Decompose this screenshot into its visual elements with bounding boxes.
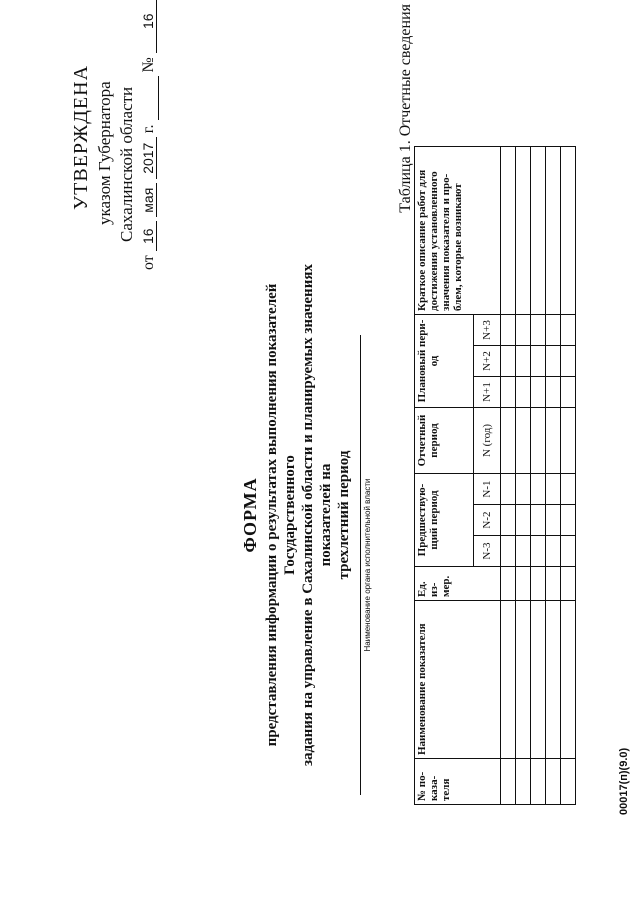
table-cell — [501, 346, 516, 377]
table-cell — [531, 147, 546, 315]
table-cell — [501, 474, 516, 505]
organ-name-field — [360, 335, 372, 795]
date-day: 16 — [140, 221, 157, 251]
table-cell — [546, 601, 561, 759]
table-cell — [546, 147, 561, 315]
table-row — [531, 147, 546, 805]
table-cell — [531, 536, 546, 567]
subheader-n-year: N (год) — [474, 408, 501, 474]
table-cell — [561, 601, 576, 759]
table-cell — [531, 408, 546, 474]
table-cell — [531, 759, 546, 805]
table-cell — [501, 315, 516, 346]
table-row — [516, 147, 531, 805]
table-cell — [561, 346, 576, 377]
header-planned-period: Плановый пери-од — [415, 315, 474, 408]
table-row — [546, 147, 561, 805]
subheader-n-plus-1: N+1 — [474, 377, 501, 408]
table-row — [501, 147, 516, 805]
decree-number: 16 — [140, 0, 157, 53]
table-cell — [561, 377, 576, 408]
table-cell — [561, 315, 576, 346]
table-cell — [501, 536, 516, 567]
header-reporting-period: Отчетный период — [415, 408, 474, 474]
date-blank-line — [140, 76, 159, 120]
table-cell — [531, 505, 546, 536]
table-cell — [546, 536, 561, 567]
subheader-n-plus-3: N+3 — [474, 315, 501, 346]
table-cell — [546, 567, 561, 601]
header-unit: Ед. из-мер. — [415, 567, 501, 601]
form-heading — [240, 235, 353, 795]
date-from-label: от — [140, 255, 157, 270]
table-cell — [531, 377, 546, 408]
table-cell — [561, 567, 576, 601]
table-cell — [546, 474, 561, 505]
table-cell — [516, 505, 531, 536]
table-cell — [501, 505, 516, 536]
subheader-n-minus-2: N-2 — [474, 505, 501, 536]
form-code: 00017(п)(9.0) — [618, 747, 630, 815]
table-cell — [501, 147, 516, 315]
subheader-n-plus-2: N+2 — [474, 346, 501, 377]
header-indicator-number: № по-каза-теля — [415, 759, 501, 805]
table-cell — [546, 377, 561, 408]
approval-stamp — [0, 0, 170, 360]
table-cell — [531, 346, 546, 377]
table-cell — [561, 759, 576, 805]
table-cell — [516, 147, 531, 315]
table-cell — [531, 567, 546, 601]
table-caption: Таблица 1. Отчетные сведения — [397, 4, 414, 213]
organ-name-line — [360, 335, 361, 795]
organ-name-caption: Наименование органа исполнительной власти — [363, 478, 372, 652]
table-cell — [546, 408, 561, 474]
table-cell — [516, 474, 531, 505]
date-year: 2017 — [140, 137, 157, 179]
table-cell — [561, 536, 576, 567]
table-cell — [516, 567, 531, 601]
table-cell — [516, 377, 531, 408]
subheader-n-minus-3: N-3 — [474, 536, 501, 567]
table-cell — [501, 601, 516, 759]
table-cell — [546, 315, 561, 346]
table-header-row — [415, 147, 474, 805]
table-cell — [546, 505, 561, 536]
table-cell — [531, 601, 546, 759]
header-indicator-name: Наименование показателя — [415, 601, 501, 759]
table-cell — [546, 759, 561, 805]
table-cell — [561, 147, 576, 315]
table-cell — [501, 377, 516, 408]
table-cell — [516, 759, 531, 805]
table-cell — [561, 505, 576, 536]
date-month: мая — [140, 183, 157, 217]
approval-date-row — [140, 0, 159, 270]
form-subtitle-line-2: задания на управление в Сахалинской области и планируемых значениях показателей на — [300, 264, 334, 766]
header-work-description: Краткое описание работ для достижения установленного значения показателя и про-блем, которые возникают — [415, 147, 501, 315]
approval-region-line: Сахалинской области — [117, 86, 136, 242]
approval-title: УТВЕРЖДЕНА — [70, 64, 92, 210]
table-cell — [516, 346, 531, 377]
form-subtitle-line-1: представления информации о результатах выполнения показателей Государственного — [264, 283, 298, 747]
table-cell — [501, 408, 516, 474]
table-cell — [501, 567, 516, 601]
subheader-n-minus-1: N-1 — [474, 474, 501, 505]
form-title: ФОРМА — [240, 477, 260, 553]
table-cell — [561, 474, 576, 505]
approval-decree-line: указом Губернатора — [95, 81, 114, 225]
report-table — [414, 146, 576, 805]
table-cell — [516, 315, 531, 346]
form-subtitle-line-3: трехлетний период — [336, 450, 352, 580]
table-cell — [516, 408, 531, 474]
table-cell — [516, 601, 531, 759]
date-year-suffix: г. — [140, 124, 157, 134]
table-cell — [561, 408, 576, 474]
table-row — [561, 147, 576, 805]
table-cell — [516, 536, 531, 567]
number-label: № — [140, 57, 157, 73]
table-cell — [531, 315, 546, 346]
header-previous-period: Предшествую-щий период — [415, 474, 474, 567]
table-cell — [501, 759, 516, 805]
table-cell — [546, 346, 561, 377]
table-cell — [531, 474, 546, 505]
